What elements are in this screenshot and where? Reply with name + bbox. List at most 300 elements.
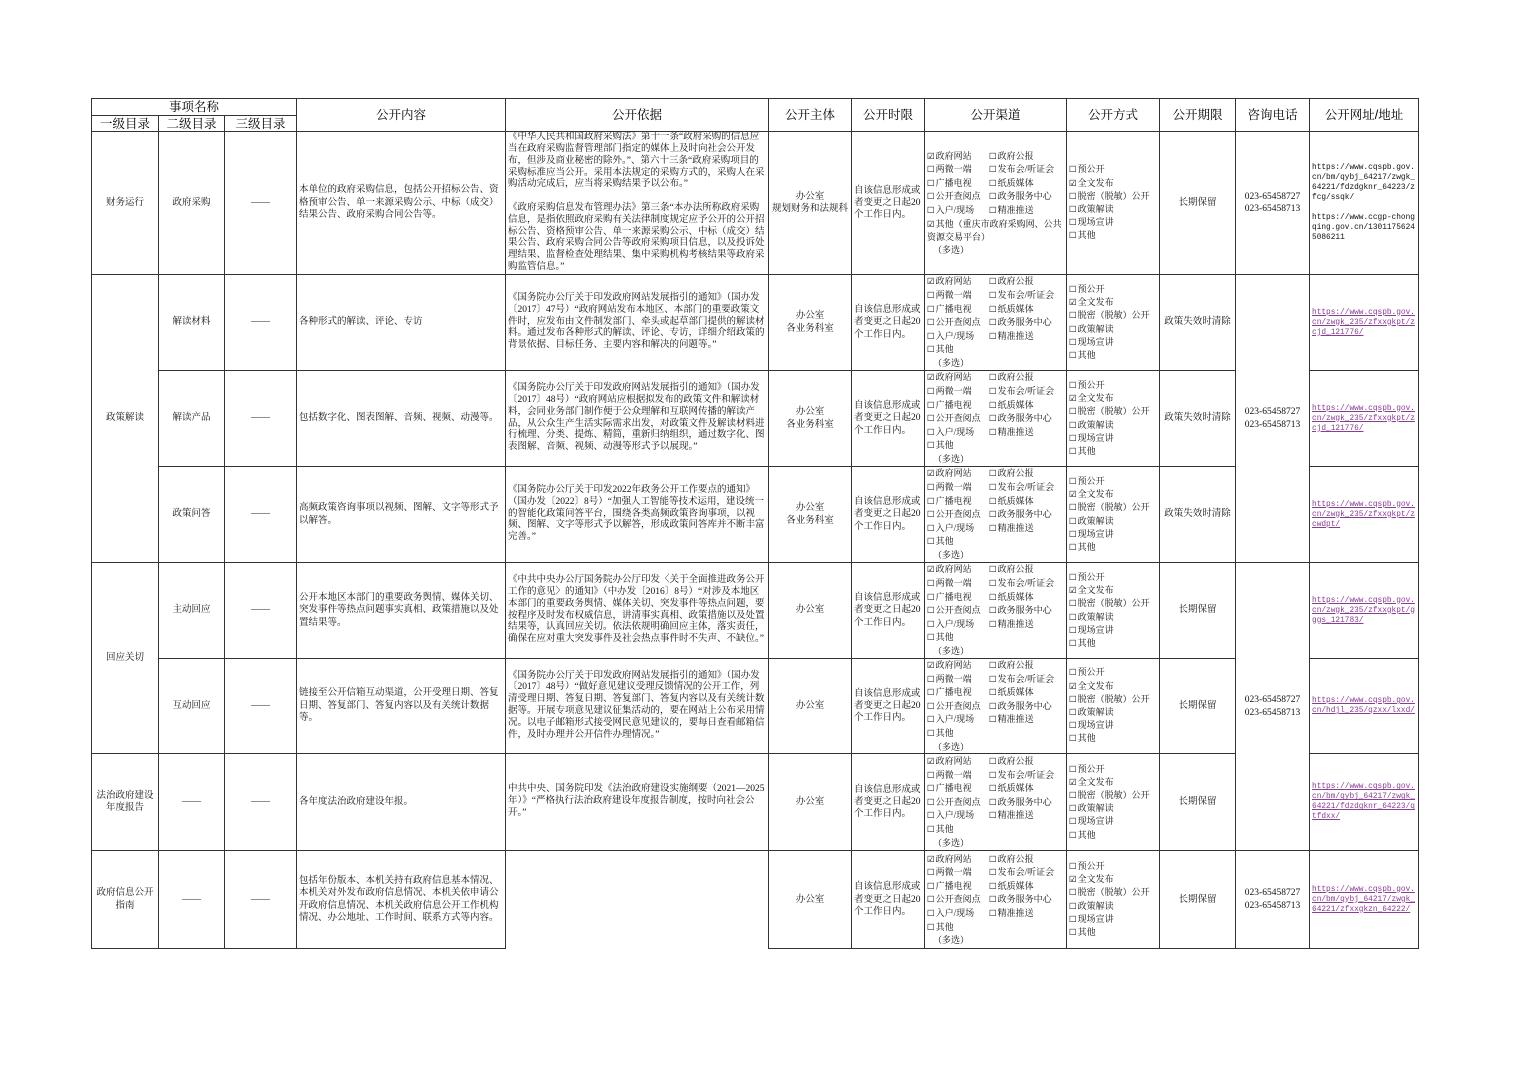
basis-paragraph: 《政府采购信息发布管理办法》第三条“本办法所称政府采购信息，是指依照政府采购有关法律制度规定应予公开的公开招标公告、资格预审公告、单一来源采购公示、中标（成交）结果公告、政府采购合同公告等政府采购项目信息，以及投诉处理结果、监督检查处理结果、集中采购机构考核结果等政府采购监管信息。” [508,203,765,272]
channel-label: 入户/现场 [935,907,975,918]
basis-paragraph: 《国务院办公厅关于印发政府网站发展指引的通知》（国办发〔2017〕48号）“做好意见建议受理反馈情况的公开工作，列清受理日期、答复日期、答复部门、答复内容以及有关统计数据等。开展专项意见建议征集活动的，要在网站上公布采用情况。以电子邮箱形式接受网民意见建议的，要每日查看邮箱信件，及时办理并公开信件办理情况。” [508,670,765,740]
subject-line: 各业务科室 [786,323,834,334]
url-cell [1310,275,1419,371]
channel-label: 政务服务中心 [997,700,1052,711]
channel-label: 政务服务中心 [997,413,1052,424]
channel-label: 政务服务中心 [997,191,1052,202]
channel-option [927,866,989,880]
url-cell [1310,563,1419,659]
channel-label: 政府公报 [997,564,1034,575]
method-option [1069,611,1157,624]
level2-cell: —— [159,754,225,851]
method-label: 预公开 [1077,763,1105,774]
level3-cell: —— [225,275,297,371]
channel-option [989,412,1064,426]
checked-box-icon: ☑ [1069,875,1077,886]
checkbox-icon: ☐ [1069,446,1077,457]
channel-label: 发布会/听证会 [997,482,1055,493]
url-link[interactable]: https://www.cqspb.gov.cn/zwgk_235/zfxxgkpt/gggs_121783/ [1312,596,1415,625]
checkbox-icon: ☐ [1069,350,1077,361]
level3-cell: —— [225,371,297,467]
basis-paragraph: 《中华人民共和国政府采购法》第十一条“政府采购的信息应当在政府采购监督管理部门指定的媒体上及时向社会公开发布，但涉及商业秘密的除外。”、第六十三条“政府采购项目的采购标准应当公开。采用本法规定的采购方式的，采购人在采购活动完成后，应当将采购结果予以公布。” [508,132,765,190]
checkbox-icon: ☐ [1069,830,1077,841]
channel-label: 发布会/听证会 [997,290,1055,301]
checkbox-icon: ☐ [1069,218,1077,229]
checkbox-icon: ☐ [1069,901,1077,912]
channel-option [989,880,1064,894]
checkbox-icon: ☐ [1069,928,1077,939]
method-option [1069,177,1157,190]
time-limit-cell: 自该信息形成或者变更之日起20个工作日内。 [852,275,925,371]
checkbox-icon: ☐ [1069,503,1077,514]
subject-line: 办公室 [795,797,825,808]
checkbox-icon: ☐ [1069,284,1077,295]
method-option [1069,296,1157,309]
checkbox-icon: ☐ [927,728,935,739]
channel-label: 纸质媒体 [997,177,1034,188]
checkbox-icon: ☐ [989,192,997,203]
channel-option [989,782,1064,796]
subject-cell [769,659,852,754]
channel-options [927,659,1064,741]
checkbox-icon: ☐ [927,674,935,685]
checkbox-icon: ☐ [927,427,935,438]
method-label: 政策解读 [1077,707,1114,718]
checkbox-icon: ☐ [989,895,997,906]
method-option [1069,913,1157,926]
channel-label: 公开查阅点 [935,317,981,328]
period-cell: 政策失效时清除 [1160,467,1236,563]
channel-label: 广播电视 [935,880,972,891]
method-label: 其他 [1077,829,1096,840]
channel-option [927,316,989,330]
channel-label: 入户/现场 [935,810,975,821]
header-row [92,99,1419,116]
method-option [1069,229,1157,242]
phone-cell [1236,275,1310,563]
url-link[interactable]: https://www.cqspb.gov.cn/zwgk_235/zfxxgkpt/zcjd_121776/ [1312,404,1415,433]
method-option [1069,515,1157,528]
channel-option [989,577,1064,591]
channel-other-note: （重庆市政府采购网、公共资源交易平台） [927,218,1062,243]
header-content: 公开内容 [297,99,506,132]
checkbox-icon: ☐ [989,414,997,425]
channel-label: 广播电视 [935,783,972,794]
phone-number: 023-65458727 [1244,407,1301,418]
checkbox-icon: ☐ [1069,324,1077,335]
channel-label: 入户/现场 [935,426,975,437]
checked-box-icon: ☑ [927,565,935,576]
url-text: https://www.ccgp-chongqing.gov.cn/13011756245086211 [1312,214,1415,242]
channel-label: 政务服务中心 [997,796,1052,807]
time-limit-cell: 自该信息形成或者变更之日起20个工作日内。 [852,659,925,754]
url-cell [1310,132,1419,275]
method-label: 政策解读 [1077,611,1114,622]
method-label: 预公开 [1077,164,1105,175]
method-option [1069,419,1157,432]
method-label: 脱密（脱敏）公开 [1077,693,1150,704]
channel-label: 广播电视 [935,687,972,698]
basis-cell [506,659,769,754]
channel-label: 两微一端 [935,578,972,589]
channel-option [927,809,989,823]
checkbox-icon: ☐ [989,757,997,768]
channel-label: 政府公报 [997,150,1034,161]
level2-cell: 解读材料 [159,275,225,371]
method-label: 全文发布 [1077,297,1114,308]
url-link[interactable]: https://www.cqspb.gov.cn/zwgk_235/zfxxgkpt/zcwdpt/ [1312,500,1415,529]
level2-cell: 解读产品 [159,371,225,467]
table-row [92,754,1419,851]
checkbox-icon: ☐ [989,661,997,671]
content-cell: 高频政策咨询事项以视频、图解、文字等形式予以解答。 [297,467,506,563]
method-option [1069,163,1157,176]
checked-box-icon: ☑ [1069,178,1077,189]
table-row [92,132,1419,275]
subject-line: 办公室 [795,503,825,514]
checkbox-icon: ☐ [1069,708,1077,719]
header-period: 公开期限 [1160,99,1236,132]
period-cell: 政策失效时清除 [1160,275,1236,371]
channel-cell [925,371,1067,467]
channel-option [927,190,989,204]
channel-label: 公开查阅点 [935,191,981,202]
checkbox-icon: ☐ [989,881,997,892]
method-label: 现场宣讲 [1077,217,1114,228]
checkbox-icon: ☐ [927,387,935,398]
channel-option [989,150,1064,164]
checkbox-icon: ☐ [989,523,997,534]
channel-option [927,177,989,191]
header-phone: 咨询电话 [1236,99,1310,132]
channel-option [927,508,989,522]
channel-label: 精准推送 [997,618,1034,629]
method-option [1069,900,1157,913]
header-method: 公开方式 [1067,99,1160,132]
channel-option [927,218,1064,244]
method-cell [1067,467,1160,563]
channel-options [927,275,1064,357]
channel-option [989,796,1064,810]
level2-cell: 主动回应 [159,563,225,659]
checkbox-icon: ☐ [989,701,997,712]
checkbox-icon: ☐ [927,797,935,808]
table-row [92,851,1419,949]
checkbox-icon: ☐ [1069,380,1077,391]
channel-option [989,659,1064,673]
checkbox-icon: ☐ [989,784,997,795]
checkbox-icon: ☐ [1069,790,1077,801]
channel-option [927,563,989,577]
checked-box-icon: ☑ [1069,777,1077,788]
subject-line: 办公室 [795,191,825,202]
method-label: 其他 [1077,445,1096,456]
checkbox-icon: ☐ [989,318,997,329]
header-time-limit: 公开时限 [852,99,925,132]
method-label: 现场宣讲 [1077,432,1114,443]
channel-label: 其他 [935,536,954,547]
checked-box-icon: ☑ [1069,586,1077,597]
url-cell [1310,754,1419,851]
channel-option [989,275,1064,289]
channel-option [989,467,1064,481]
level3-cell: —— [225,851,297,949]
channel-label: 纸质媒体 [997,591,1034,602]
channel-label: 纸质媒体 [997,687,1034,698]
checked-box-icon: ☑ [1069,490,1077,501]
channel-label: 入户/现场 [935,714,975,725]
channel-label: 政府网站 [935,564,972,575]
time-limit-cell: 自该信息形成或者变更之日起20个工作日内。 [852,851,925,949]
method-option [1069,349,1157,362]
checkbox-icon: ☐ [1069,638,1077,649]
multi-select-note: （多选） [933,741,970,752]
method-option [1069,680,1157,693]
checkbox-icon: ☐ [989,510,997,521]
checkbox-icon: ☐ [1069,516,1077,527]
table-body [92,132,1419,949]
channel-option [989,371,1064,385]
checkbox-icon: ☐ [927,881,935,892]
time-limit-cell: 自该信息形成或者变更之日起20个工作日内。 [852,754,925,851]
checkbox-icon: ☐ [927,537,935,548]
channel-option [927,907,989,921]
checkbox-icon: ☐ [989,291,997,302]
checkbox-icon: ☐ [989,854,997,865]
method-option [1069,392,1157,405]
checkbox-icon: ☐ [1069,572,1077,583]
checkbox-icon: ☐ [1069,625,1077,636]
checkbox-icon: ☐ [1069,804,1077,815]
method-label: 脱密（脱敏）公开 [1077,502,1150,513]
method-cell [1067,132,1160,275]
checkbox-icon: ☐ [989,868,997,879]
method-option [1069,706,1157,719]
checkbox-icon: ☐ [989,331,997,342]
method-option [1069,432,1157,445]
header-basis: 公开依据 [506,99,769,132]
checkbox-icon: ☐ [927,414,935,425]
method-option [1069,190,1157,203]
checkbox-icon: ☐ [927,895,935,906]
method-option [1069,541,1157,554]
checkbox-icon: ☐ [1069,433,1077,444]
subject-cell [769,275,852,371]
channel-option [927,303,989,317]
checkbox-icon: ☐ [989,811,997,822]
channel-cell [925,754,1067,851]
checkbox-icon: ☐ [927,510,935,521]
checkbox-icon: ☐ [989,715,997,726]
channel-option [989,426,1064,440]
period-cell: 长期保留 [1160,132,1236,275]
channel-option [989,481,1064,495]
channel-option [989,303,1064,317]
channel-label: 两微一端 [935,867,972,878]
channel-label: 其他 [935,632,954,643]
basis-paragraph: 中共中央、国务院印发《法治政府建设实施纲要（2021—2025年）》“严格执行法治政府建设年度报告制度，按时向社会公开。” [508,784,765,819]
channel-option [989,508,1064,522]
channel-label: 政府网站 [935,468,972,479]
method-option [1069,693,1157,706]
url-link[interactable]: https://www.cqspb.gov.cn/bm/qybj_64217/zwgk_64221/zfxxgkzn_64222/ [1312,885,1415,914]
basis-cell [506,851,769,949]
channel-label: 政府网站 [935,756,972,767]
channel-option [989,330,1064,344]
checkbox-icon: ☐ [1069,311,1077,322]
method-option [1069,283,1157,296]
method-option [1069,597,1157,610]
checkbox-icon: ☐ [927,304,935,315]
channel-label: 精准推送 [997,810,1034,821]
channel-label: 入户/现场 [935,618,975,629]
period-cell: 长期保留 [1160,754,1236,851]
channel-label: 其他 [935,921,954,932]
channel-label: 政府公报 [997,853,1034,864]
method-label: 预公开 [1077,475,1105,486]
phone-number: 023-65458727 [1244,695,1301,706]
level1-cell: 财务运行 [92,132,159,275]
basis-paragraph: 《中共中央办公厅国务院办公厅印发〈关于全面推进政务公开工作的意见〉的通知》（中办发〔2016〕8号）“对涉及本地区本部门的重要政务舆情、媒体关切、突发事件等热点问题，要按程序及时发布权威信息，讲清事实真相、政策措施以及处置结果等，认真回应关切。依法依规明确回应主体，落实责任，确保在应对重大突发事件及社会热点事件时不失声、不缺位。” [508,575,765,645]
checked-box-icon: ☑ [927,854,935,865]
channel-option [927,522,989,536]
channel-option [927,921,1064,935]
method-label: 其他 [1077,927,1096,938]
basis-paragraph: 《国务院办公厅关于印发政府网站发展指引的通知》（国办发〔2017〕48号）“政府网站应根据拟发布的政策文件和解读材料，会同业务部门制作便于公众理解和互联网传播的解读产品，从公众生产生活实际需求出发，对政策文件及解读材料进行梳理、分类、提炼、精简，重新归纳组织，通过数字化、图表图解、音频、视频、动漫等形式予以展现。” [508,383,765,453]
channel-option [927,467,989,481]
checkbox-icon: ☐ [927,178,935,189]
checkbox-icon: ☐ [989,304,997,315]
channel-option [927,700,989,714]
channel-label: 公开查阅点 [935,796,981,807]
checked-box-icon: ☑ [927,277,935,288]
channel-option [989,163,1064,177]
channel-option [927,385,989,399]
method-cell [1067,371,1160,467]
channel-option [927,796,989,810]
checkbox-icon: ☐ [927,868,935,879]
url-link[interactable]: https://www.cqspb.gov.cn/hdjl_235/qzxx/lxxd/ [1312,697,1415,716]
channel-option [989,713,1064,727]
channel-label: 政府公报 [997,276,1034,287]
channel-cell [925,132,1067,275]
checked-box-icon: ☑ [1069,394,1077,405]
content-cell: 各种形式的解读、评论、专访 [297,275,506,371]
url-link[interactable]: https://www.cqspb.gov.cn/bm/qybj_64217/zwgk_64221/fdzdgknr_64223/qtfdxx/ [1312,783,1415,822]
checkbox-icon: ☐ [989,206,997,216]
checkbox-icon: ☐ [989,565,997,576]
phone-number: 023-65458727 [1244,888,1301,899]
channel-option [989,385,1064,399]
channel-option [927,426,989,440]
checked-box-icon: ☑ [927,151,935,162]
channel-label: 广播电视 [935,303,972,314]
channel-cell [925,659,1067,754]
multi-select-note: （多选） [933,645,970,656]
checkbox-icon: ☐ [1069,764,1077,775]
channel-label: 纸质媒体 [997,399,1034,410]
channel-option [927,782,989,796]
channel-label: 公开查阅点 [935,605,981,616]
channel-option [927,412,989,426]
channel-options [927,371,1064,453]
url-text: https://www.cqspb.gov.cn/bm/qybj_64217/zwgk_64221/fdzdgknr_64223/zfcg/ssqk/ [1312,164,1415,202]
channel-label: 政府网站 [935,853,972,864]
checkbox-icon: ☐ [927,619,935,630]
phone-number: 023-65458713 [1244,900,1301,911]
basis-cell [506,371,769,467]
multi-select-note: （多选） [933,357,970,368]
channel-label: 两微一端 [935,482,972,493]
url-cell [1310,851,1419,949]
method-label: 脱密（脱敏）公开 [1077,310,1150,321]
channel-option [927,604,989,618]
checkbox-icon: ☐ [927,496,935,507]
method-option [1069,763,1157,776]
channel-options [927,467,1064,549]
table-row [92,275,1419,371]
channel-label: 两微一端 [935,290,972,301]
multi-select-note: （多选） [933,837,970,848]
checkbox-icon: ☐ [927,400,935,411]
channel-label: 纸质媒体 [997,303,1034,314]
level1-cell: 政府信息公开指南 [92,851,159,949]
level2-cell: 互动回应 [159,659,225,754]
channel-label: 发布会/听证会 [997,673,1055,684]
channel-option [927,659,989,673]
subject-line: 办公室 [795,894,825,905]
table-row [92,563,1419,659]
table-row [92,467,1419,563]
method-label: 全文发布 [1077,489,1114,500]
method-option [1069,624,1157,637]
method-option [1069,802,1157,815]
checked-box-icon: ☑ [1069,681,1077,692]
channel-label: 发布会/听证会 [997,578,1055,589]
level1-cell: 法治政府建设年度报告 [92,754,159,851]
method-option [1069,873,1157,886]
channel-label: 其他 [935,824,954,835]
channel-label: 政务服务中心 [997,894,1052,905]
basis-cell [506,132,769,275]
method-option [1069,719,1157,732]
channel-option [989,177,1064,191]
channel-label: 两微一端 [935,673,972,684]
channel-label: 纸质媒体 [997,495,1034,506]
header-url: 公开网址/地址 [1310,99,1419,132]
checkbox-icon: ☐ [989,688,997,699]
url-cell [1310,467,1419,563]
checkbox-icon: ☐ [927,922,935,933]
url-link[interactable]: https://www.cqspb.gov.cn/zwgk_235/zfxxgkpt/zcjd_121776/ [1312,308,1415,337]
channel-label: 纸质媒体 [997,783,1034,794]
subject-cell [769,132,852,275]
channel-cell [925,851,1067,949]
channel-label: 政府网站 [935,372,972,383]
method-label: 其他 [1077,349,1096,360]
method-option [1069,488,1157,501]
method-option [1069,732,1157,745]
method-label: 脱密（脱敏）公开 [1077,406,1150,417]
checked-box-icon: ☑ [927,469,935,480]
checkbox-icon: ☐ [927,165,935,176]
time-limit-cell: 自该信息形成或者变更之日起20个工作日内。 [852,467,925,563]
method-option [1069,829,1157,842]
subject-line: 各业务科室 [786,515,834,526]
method-label: 全文发布 [1077,874,1114,885]
channel-option [927,577,989,591]
channel-label: 其他 [935,727,954,738]
